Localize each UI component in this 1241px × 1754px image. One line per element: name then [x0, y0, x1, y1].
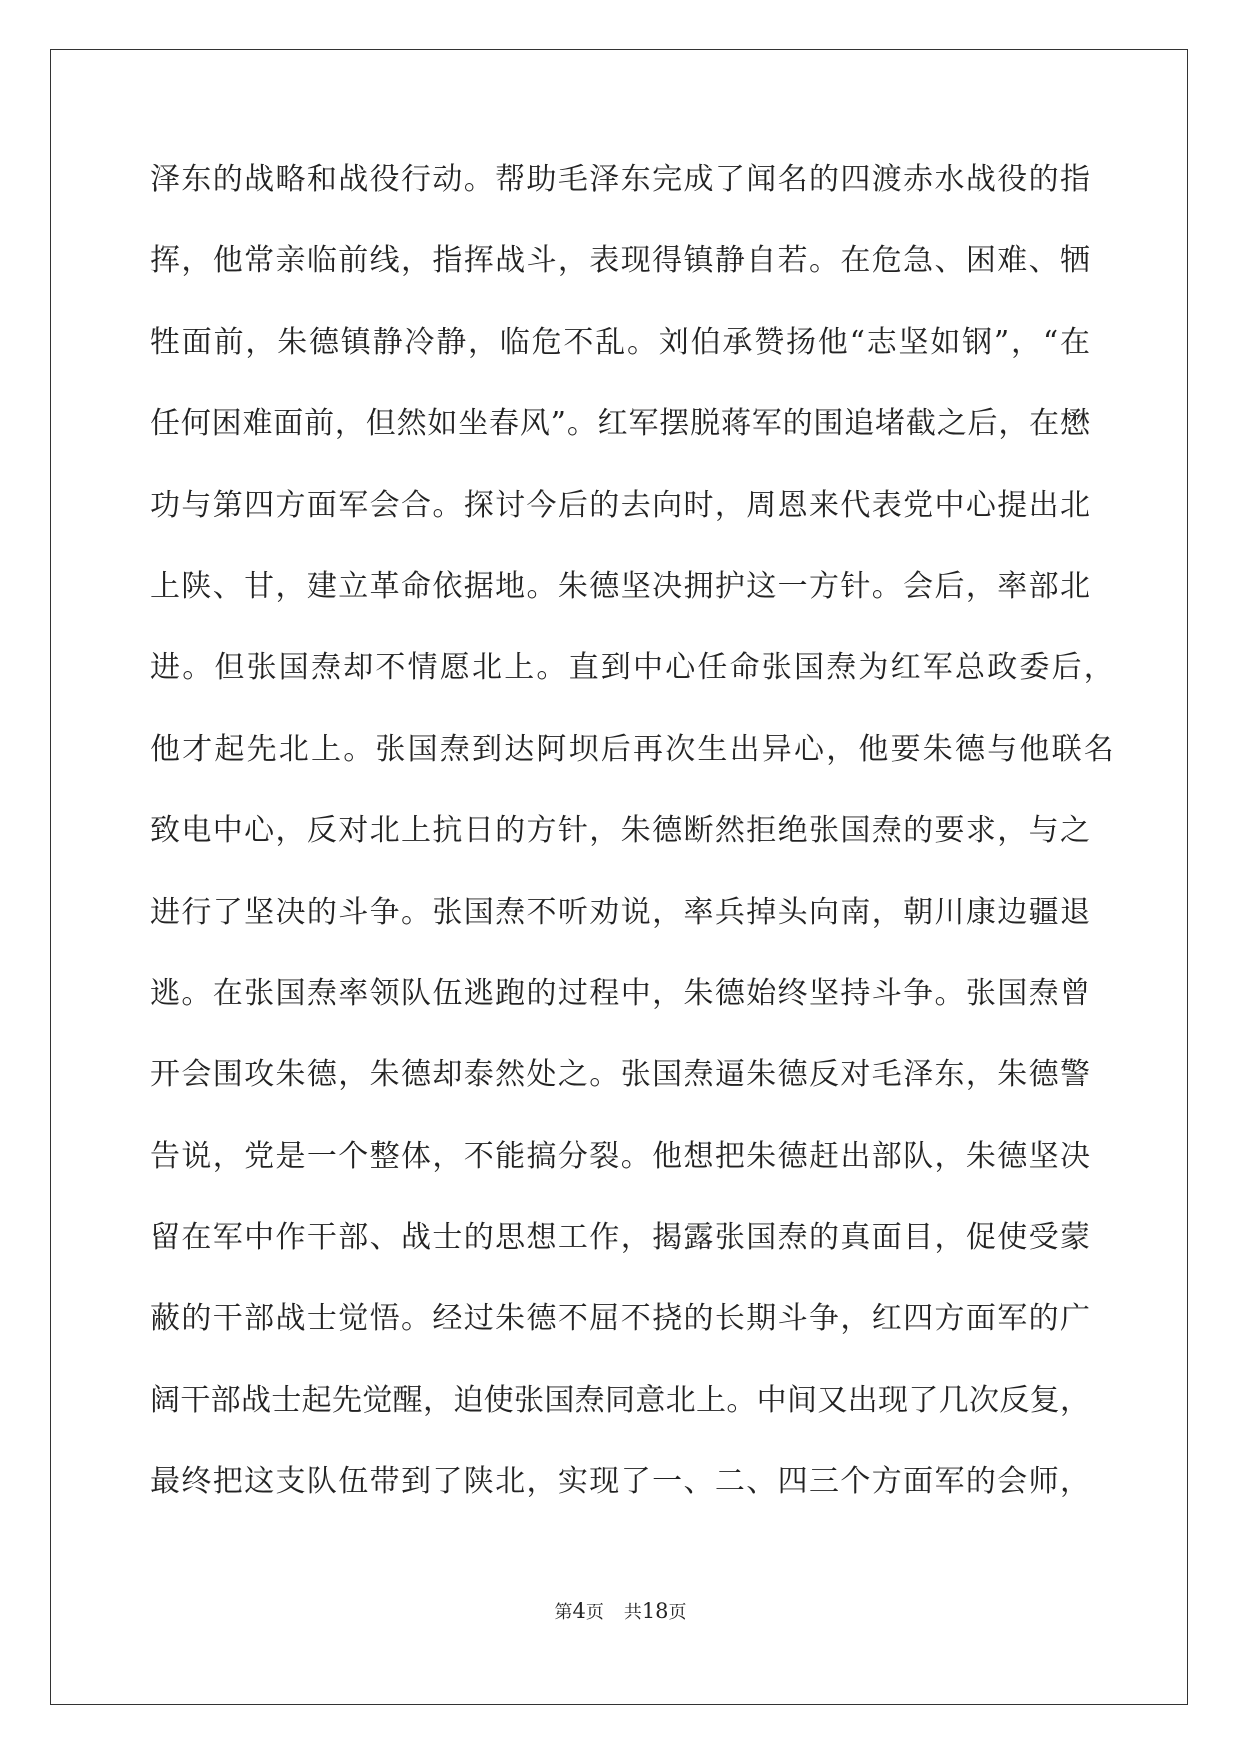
body-line: 逃。在张国焘率领队伍逃跑的过程中，朱德始终坚持斗争。张国焘曾	[150, 975, 1090, 1011]
body-line: 留在军中作干部、战士的思想工作，揭露张国焘的真面目，促使受蒙	[150, 1220, 1090, 1256]
document-body	[150, 160, 1116, 1544]
total-label-suffix: 页	[668, 1602, 687, 1623]
body-line: 功与第四方面军会合。探讨今后的去向时，周恩来代表党中心提出北	[150, 487, 1090, 523]
page-label-suffix: 页	[585, 1602, 604, 1623]
body-line: 告说，党是一个整体，不能搞分裂。他想把朱德赶出部队，朱德坚决	[150, 1138, 1090, 1174]
page-label-prefix: 第	[554, 1602, 573, 1623]
body-line: 挥，他常亲临前线，指挥战斗，表现得镇静自若。在危急、困难、牺	[150, 243, 1090, 279]
total-label-prefix: 共	[623, 1602, 642, 1623]
body-line: 致电中心，反对北上抗日的方针，朱德断然拒绝张国焘的要求，与之	[150, 813, 1090, 849]
body-line: 最终把这支队伍带到了陕北，实现了一、二、四三个方面军的会师，	[150, 1464, 1090, 1500]
body-line: 进行了坚决的斗争。张国焘不听劝说，率兵掉头向南，朝川康边疆退	[150, 894, 1090, 930]
body-line: 开会围攻朱德，朱德却泰然处之。张国焘逼朱德反对毛泽东，朱德警	[150, 1057, 1090, 1093]
body-line: 进。但张国焘却不情愿北上。直到中心任命张国焘为红军总政委后，	[150, 650, 1116, 686]
body-line: 牲面前，朱德镇静冷静，临危不乱。刘伯承赞扬他“志坚如钢”，“在	[150, 324, 1090, 360]
page-number: 4	[572, 1599, 586, 1623]
body-line: 任何困难面前，但然如坐春风”。红军摆脱蒋军的围追堵截之后，在懋	[150, 406, 1090, 442]
body-line: 泽东的战略和战役行动。帮助毛泽东完成了闻名的四渡赤水战役的指	[150, 162, 1090, 197]
body-line: 上陕、甘，建立革命依据地。朱德坚决拥护这一方针。会后，率部北	[150, 568, 1090, 604]
body-line: 蔽的干部战士觉悟。经过朱德不屈不挠的长期斗争，红四方面军的广	[150, 1301, 1090, 1337]
page-footer	[0, 1598, 1241, 1624]
body-line: 阔干部战士起先觉醒，迫使张国焘同意北上。中间又出现了几次反复，	[150, 1382, 1090, 1418]
total-pages: 18	[641, 1599, 669, 1623]
body-line: 他才起先北上。张国焘到达阿坝后再次生出异心，他要朱德与他联名	[150, 731, 1116, 767]
